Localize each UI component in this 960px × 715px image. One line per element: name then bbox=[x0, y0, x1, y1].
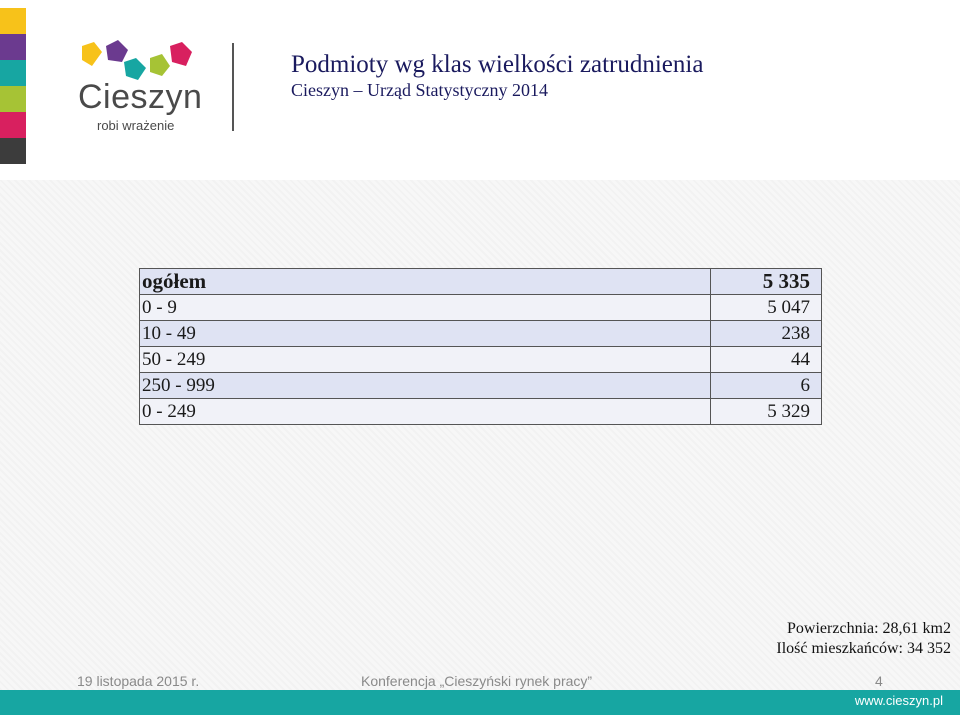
row-value: 238 bbox=[711, 321, 822, 347]
row-value: 44 bbox=[711, 347, 822, 373]
table-row bbox=[140, 399, 822, 425]
city-facts bbox=[776, 619, 951, 659]
employment-table bbox=[139, 268, 822, 425]
footer-conference: Konferencja „Cieszyński rynek pracy” bbox=[361, 673, 593, 689]
slide-title: Podmioty wg klas wielkości zatrudnienia bbox=[291, 51, 704, 78]
logo-yellow-shape bbox=[82, 42, 102, 66]
row-label: 250 - 999 bbox=[140, 373, 711, 399]
strip-dark bbox=[0, 138, 26, 164]
logo-name: Cieszyn bbox=[78, 78, 203, 116]
row-label: ogółem bbox=[140, 269, 711, 295]
logo-purple-shape bbox=[106, 40, 128, 62]
color-strip bbox=[0, 8, 26, 164]
row-label: 0 - 9 bbox=[140, 295, 711, 321]
row-value: 5 335 bbox=[711, 269, 822, 295]
table-row bbox=[140, 347, 822, 373]
slide-subtitle: Cieszyn – Urząd Statystyczny 2014 bbox=[291, 80, 548, 100]
strip-yellow bbox=[0, 8, 26, 34]
website-link[interactable]: www.cieszyn.pl bbox=[854, 693, 943, 708]
footer-date: 19 listopada 2015 r. bbox=[77, 673, 200, 689]
logo-pink-shape bbox=[170, 42, 192, 66]
logo-teal-shape bbox=[124, 58, 146, 80]
table-row bbox=[140, 295, 822, 321]
header-divider bbox=[232, 43, 234, 131]
bottom-bar bbox=[0, 690, 960, 715]
logo-tagline: robi wrażenie bbox=[97, 118, 175, 133]
row-value: 5 329 bbox=[711, 399, 822, 425]
row-label: 0 - 249 bbox=[140, 399, 711, 425]
row-label: 10 - 49 bbox=[140, 321, 711, 347]
logo-green-shape bbox=[150, 54, 170, 76]
population-text: Ilość mieszkańców: 34 352 bbox=[776, 640, 951, 657]
row-value: 5 047 bbox=[711, 295, 822, 321]
strip-teal bbox=[0, 60, 26, 86]
table-row bbox=[140, 321, 822, 347]
strip-green bbox=[0, 86, 26, 112]
strip-purple bbox=[0, 34, 26, 60]
content-background bbox=[0, 180, 960, 690]
page-number: 4 bbox=[875, 673, 883, 689]
table-row-total bbox=[140, 269, 822, 295]
area-text: Powierzchnia: 28,61 km2 bbox=[787, 620, 951, 637]
table-row bbox=[140, 373, 822, 399]
row-value: 6 bbox=[711, 373, 822, 399]
row-label: 50 - 249 bbox=[140, 347, 711, 373]
strip-pink bbox=[0, 112, 26, 138]
